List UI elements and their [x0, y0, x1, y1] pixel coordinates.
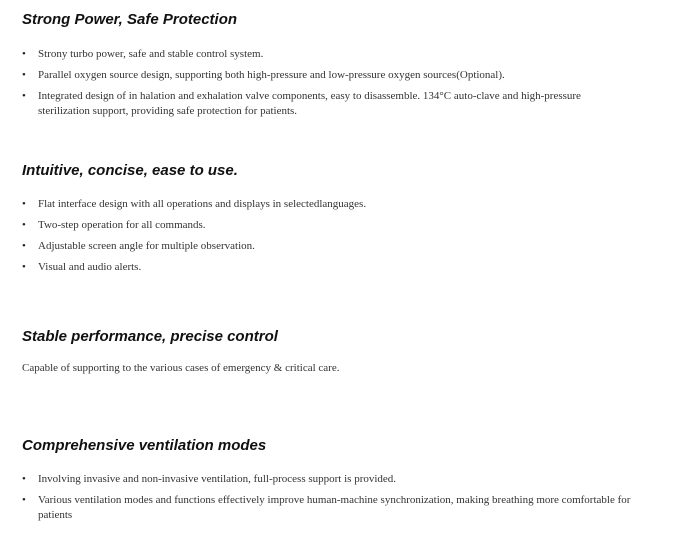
- bullet-icon: •: [22, 48, 26, 60]
- section-paragraph: Capable of supporting to the various cases of emergency & critical care.: [22, 362, 340, 374]
- bullet-list-intuitive: [22, 197, 662, 275]
- list-item: [22, 472, 662, 487]
- list-item-text: Involving invasive and non-invasive ventilation, full-process support is provided.: [38, 473, 397, 485]
- bullet-icon: •: [22, 261, 26, 273]
- list-item: [22, 197, 662, 212]
- bullet-icon: •: [22, 494, 26, 506]
- bullet-icon: •: [22, 473, 26, 485]
- bullet-list-ventilation-modes: [22, 472, 662, 523]
- list-item: [22, 68, 662, 83]
- list-item-text: Two-step operation for all commands.: [38, 219, 206, 231]
- section-heading-stable-performance: Stable performance, precise control: [22, 328, 278, 345]
- bullet-icon: •: [22, 198, 26, 210]
- list-item-text: Strony turbo power, safe and stable control system.: [38, 48, 264, 60]
- list-item: [22, 239, 662, 254]
- bullet-icon: •: [22, 240, 26, 252]
- list-item: [22, 218, 662, 233]
- section-heading-intuitive: Intuitive, concise, ease to use.: [22, 162, 238, 179]
- list-item: [22, 47, 662, 62]
- bullet-icon: •: [22, 69, 26, 81]
- list-item: [22, 493, 658, 523]
- list-item: [22, 89, 598, 119]
- bullet-icon: •: [22, 90, 26, 102]
- section-heading-strong-power: Strong Power, Safe Protection: [22, 11, 238, 28]
- bullet-icon: •: [22, 219, 26, 231]
- list-item-text: Adjustable screen angle for multiple observation.: [38, 240, 255, 252]
- list-item-text: Various ventilation modes and functions effectively improve human-machine synchronization, making breathing more comfortable for patients: [38, 494, 631, 521]
- list-item: [22, 260, 662, 275]
- bullet-list-strong-power: [22, 47, 662, 119]
- section-heading-ventilation-modes: Comprehensive ventilation modes: [22, 437, 267, 454]
- list-item-text: Visual and audio alerts.: [38, 261, 142, 273]
- list-item-text: Integrated design of in halation and exhalation valve components, easy to disassemble. 134°C auto-clave and high-pressure sterilization support, providing safe protection for patients.: [38, 90, 581, 117]
- list-item-text: Parallel oxygen source design, supporting both high-pressure and low-pressure oxygen sources(Optional).: [38, 69, 505, 81]
- list-item-text: Flat interface design with all operations and displays in selectedlanguages.: [38, 198, 367, 210]
